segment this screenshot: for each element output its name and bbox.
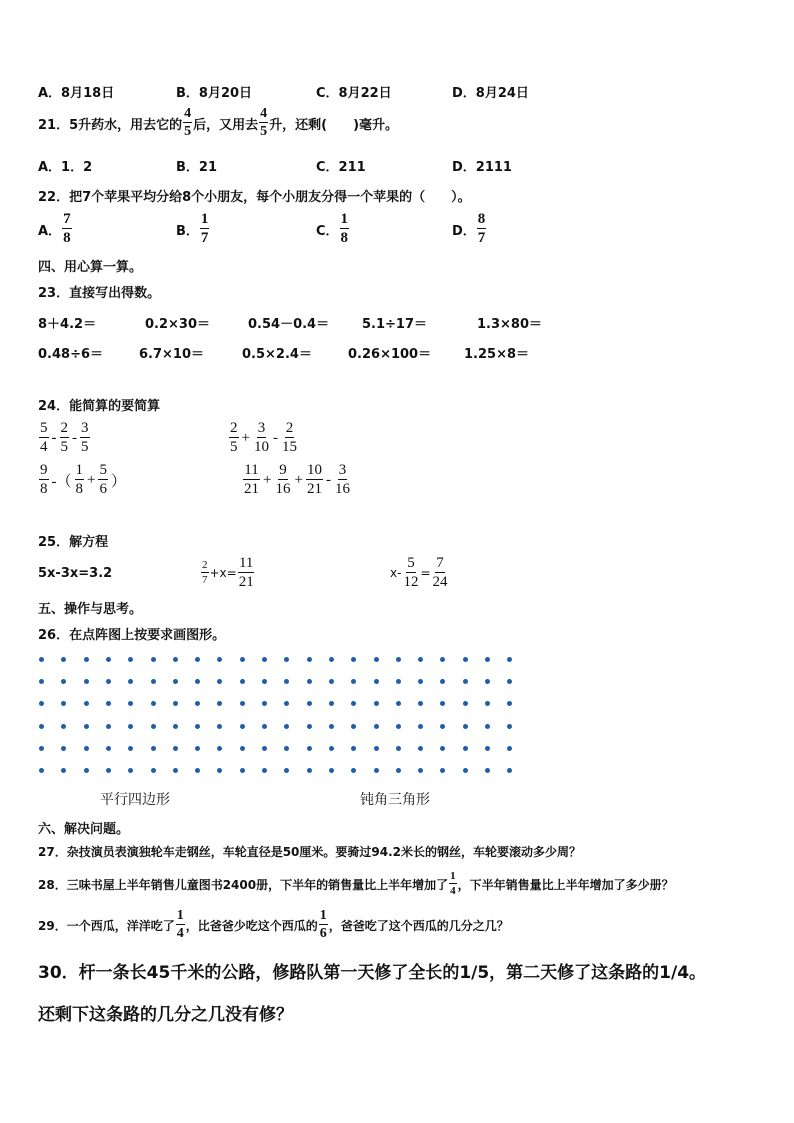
- q22-option-b: B． $\frac{1}{7}$: [176, 211, 209, 246]
- grid-dot: [262, 701, 267, 706]
- grid-dot: [262, 768, 267, 773]
- grid-dot: [329, 657, 334, 662]
- grid-dot: [307, 768, 312, 773]
- q21-option-c: C．211: [316, 160, 366, 175]
- fraction: $\frac{2}{7}$: [202, 559, 208, 586]
- grid-dot: [485, 746, 490, 751]
- grid-dot: [284, 746, 289, 751]
- grid-dot: [507, 768, 512, 773]
- fraction: $\frac{1}{4}$: [176, 908, 184, 941]
- fraction: $\frac{2}{5}$: [230, 420, 238, 455]
- grid-dot: [374, 768, 379, 773]
- section-heading-6: 六、解决问题。: [38, 822, 130, 837]
- fraction: $\frac{3}{5}$: [81, 420, 89, 455]
- fraction: $\frac{11}{21}$: [244, 462, 259, 497]
- q21-option-d: D．2111: [452, 160, 512, 175]
- fraction: $\frac{1}{6}$: [319, 908, 327, 941]
- q23-item: 0.54－0.4＝: [248, 317, 330, 332]
- fraction: $\frac{1}{7}$: [200, 211, 209, 246]
- grid-dot: [374, 657, 379, 662]
- grid-dot: [463, 679, 468, 684]
- grid-dot: [485, 768, 490, 773]
- grid-dot: [217, 746, 222, 751]
- fraction: $\frac{11}{21}$: [238, 555, 254, 590]
- grid-dot: [217, 657, 222, 662]
- grid-dot: [507, 657, 512, 662]
- grid-dot: [307, 701, 312, 706]
- grid-dot: [151, 679, 156, 684]
- grid-dot: [418, 701, 423, 706]
- grid-dot: [284, 679, 289, 684]
- q21-option-a: A．1．2: [38, 160, 93, 175]
- grid-dot: [374, 746, 379, 751]
- grid-dot: [329, 768, 334, 773]
- grid-dot: [485, 724, 490, 729]
- grid-dot: [240, 701, 245, 706]
- grid-dot: [307, 724, 312, 729]
- grid-dot: [240, 768, 245, 773]
- grid-dot: [284, 701, 289, 706]
- q21-prefix: 21．5升药水，用去它的: [38, 117, 183, 133]
- grid-dot: [351, 701, 356, 706]
- grid-dot: [151, 657, 156, 662]
- grid-dot: [84, 746, 89, 751]
- grid-dot: [240, 724, 245, 729]
- fraction: $\frac{7}{8}$: [63, 211, 71, 246]
- grid-dot: [463, 657, 468, 662]
- fraction: $\frac{5}{12}$: [403, 555, 419, 590]
- grid-dot: [284, 724, 289, 729]
- grid-dot: [106, 657, 111, 662]
- grid-dot: [128, 724, 133, 729]
- q23-item: 0.2×30＝: [145, 317, 211, 332]
- fraction: $\frac{1}{8}$: [75, 462, 83, 497]
- grid-dot: [418, 657, 423, 662]
- grid-dot: [262, 679, 267, 684]
- grid-dot: [418, 746, 423, 751]
- grid-dot: [396, 701, 401, 706]
- fraction: $\frac{2}{15}$: [281, 420, 297, 455]
- grid-dot: [329, 679, 334, 684]
- q24-expression-4: $\frac{11}{21}$ + $\frac{9}{16}$ + $\frac{10}{21}$ - $\frac{3}{16}$: [244, 462, 350, 497]
- grid-dot: [195, 701, 200, 706]
- grid-dot: [463, 724, 468, 729]
- grid-dot: [396, 657, 401, 662]
- grid-dot: [329, 746, 334, 751]
- grid-dot: [195, 679, 200, 684]
- grid-dot: [463, 701, 468, 706]
- grid-dot: [39, 701, 44, 706]
- fraction: $\frac{5}{4}$: [40, 420, 48, 455]
- grid-dot: [84, 701, 89, 706]
- grid-dot: [106, 701, 111, 706]
- grid-dot: [374, 724, 379, 729]
- grid-dot: [217, 724, 222, 729]
- q24-expression-3: $\frac{9}{8}$ -（ $\frac{1}{8}$ + $\frac{5}{6}$ ）: [40, 462, 126, 497]
- grid-dot: [463, 746, 468, 751]
- grid-dot: [351, 724, 356, 729]
- q25-equation-1: 5x-3x=3.2: [38, 566, 113, 581]
- grid-dot: [463, 768, 468, 773]
- q22-option-d: D． $\frac{8}{7}$: [452, 211, 486, 246]
- grid-dot: [151, 768, 156, 773]
- grid-dot: [440, 679, 445, 684]
- grid-dot: [374, 679, 379, 684]
- grid-dot: [173, 701, 178, 706]
- q23-item: 8＋4.2＝: [38, 317, 97, 332]
- q20-option-d: D．8月24日: [452, 86, 529, 101]
- grid-dot: [351, 768, 356, 773]
- grid-dot: [151, 724, 156, 729]
- label-obtuse-triangle: 钝角三角形: [360, 792, 430, 808]
- section-heading-5: 五、操作与思考。: [38, 602, 143, 617]
- fraction: $\frac{1}{4}$: [450, 870, 456, 897]
- grid-dot: [396, 768, 401, 773]
- fraction: $\frac{1}{8}$: [340, 211, 349, 246]
- q23-item: 1.3×80＝: [477, 317, 543, 332]
- grid-dot: [217, 768, 222, 773]
- grid-dot: [240, 746, 245, 751]
- grid-dot: [307, 679, 312, 684]
- grid-dot: [351, 746, 356, 751]
- grid-dot: [195, 724, 200, 729]
- grid-dot: [440, 724, 445, 729]
- grid-dot: [61, 746, 66, 751]
- grid-dot: [106, 679, 111, 684]
- grid-dot: [195, 746, 200, 751]
- q29-question: 29．一个西瓜，洋洋吃了 $\frac{1}{4}$ ，比爸爸少吃这个西瓜的 $\frac{1}{6}$ ，爸爸吃了这个西瓜的几分之几？: [38, 908, 509, 941]
- grid-dot: [307, 746, 312, 751]
- grid-dot: [39, 746, 44, 751]
- grid-dot: [329, 724, 334, 729]
- grid-dot: [418, 768, 423, 773]
- grid-dot: [195, 657, 200, 662]
- grid-dot: [240, 679, 245, 684]
- q23-title: 23．直接写出得数。: [38, 286, 161, 301]
- fraction: $\frac{9}{16}$: [275, 462, 291, 497]
- grid-dot: [173, 746, 178, 751]
- grid-dot: [485, 657, 490, 662]
- grid-dot: [329, 701, 334, 706]
- grid-dot: [440, 657, 445, 662]
- q23-item: 6.7×10＝: [139, 347, 205, 362]
- grid-dot: [440, 701, 445, 706]
- grid-dot: [240, 657, 245, 662]
- section-heading-4: 四、用心算一算。: [38, 260, 143, 275]
- fraction: $\frac{3}{16}$: [334, 462, 350, 497]
- grid-dot: [262, 746, 267, 751]
- fraction: $\frac{4}{5}$: [184, 106, 192, 139]
- grid-dot: [396, 746, 401, 751]
- grid-dot: [396, 724, 401, 729]
- grid-dot: [507, 746, 512, 751]
- q23-item: 0.26×100＝: [348, 347, 432, 362]
- q21-mid: 后，又用去: [193, 117, 259, 133]
- q22-option-a: A． $\frac{7}{8}$: [38, 211, 71, 246]
- grid-dot: [284, 657, 289, 662]
- grid-dot: [61, 768, 66, 773]
- grid-dot: [284, 768, 289, 773]
- grid-dot: [485, 701, 490, 706]
- q25-title: 25．解方程: [38, 535, 109, 550]
- fraction: $\frac{3}{10}$: [253, 420, 269, 455]
- grid-dot: [351, 679, 356, 684]
- grid-dot: [106, 746, 111, 751]
- grid-dot: [106, 768, 111, 773]
- q20-option-c: C．8月22日: [316, 86, 392, 101]
- grid-dot: [173, 657, 178, 662]
- grid-dot: [507, 679, 512, 684]
- q22-option-c: C． $\frac{1}{8}$: [316, 211, 349, 246]
- grid-dot: [84, 657, 89, 662]
- grid-dot: [151, 746, 156, 751]
- grid-dot: [374, 701, 379, 706]
- q30-line-1: 30．杆一条长45千米的公路，修路队第一天修了全长的1/5，第二天修了这条路的1/4。: [38, 963, 707, 983]
- grid-dot: [262, 724, 267, 729]
- grid-dot: [128, 768, 133, 773]
- fraction: $\frac{2}{5}$: [60, 420, 68, 455]
- fraction: $\frac{4}{5}$: [260, 106, 268, 139]
- q27-question: 27．杂技演员表演独轮车走钢丝，车轮直径是50厘米。要骑过94.2米长的钢丝，车轮要滚动多少周？: [38, 845, 582, 859]
- grid-dot: [307, 657, 312, 662]
- grid-dot: [128, 701, 133, 706]
- fraction: $\frac{5}{6}$: [99, 462, 107, 497]
- q21-option-b: B．21: [176, 160, 217, 175]
- grid-dot: [440, 746, 445, 751]
- q24-expression-2: $\frac{2}{5}$ + $\frac{3}{10}$ - $\frac{2}{15}$: [230, 420, 297, 455]
- fraction: $\frac{9}{8}$: [40, 462, 48, 497]
- grid-dot: [61, 724, 66, 729]
- fraction: $\frac{7}{24}$: [432, 555, 448, 590]
- grid-dot: [151, 701, 156, 706]
- label-parallelogram: 平行四边形: [100, 792, 170, 808]
- q25-equation-2: $\frac{2}{7}$ +x= $\frac{11}{21}$: [202, 555, 254, 590]
- q21-question: [38, 107, 398, 139]
- grid-dot: [396, 679, 401, 684]
- grid-dot: [507, 701, 512, 706]
- q23-item: 5.1÷17＝: [362, 317, 428, 332]
- grid-dot: [61, 679, 66, 684]
- q23-item: 1.25×8＝: [464, 347, 530, 362]
- q24-title: 24．能简算的要简算: [38, 399, 161, 414]
- q23-item: 0.48÷6＝: [38, 347, 104, 362]
- q21-suffix: 升，还剩( )毫升。: [269, 117, 399, 133]
- grid-dot: [128, 657, 133, 662]
- q30-line-2: 还剩下这条路的几分之几没有修？: [38, 1005, 293, 1025]
- grid-dot: [262, 657, 267, 662]
- q26-title: 26．在点阵图上按要求画图形。: [38, 628, 226, 643]
- grid-dot: [128, 679, 133, 684]
- grid-dot: [217, 701, 222, 706]
- q22-question: 22．把7个苹果平均分给8个小朋友，每个小朋友分得一个苹果的（ ）。: [38, 190, 471, 205]
- grid-dot: [418, 679, 423, 684]
- q20-option-b: B．8月20日: [176, 86, 253, 101]
- grid-dot: [173, 724, 178, 729]
- grid-dot: [61, 701, 66, 706]
- grid-dot: [507, 724, 512, 729]
- q20-option-a: A．8月18日: [38, 86, 115, 101]
- q28-question: 28．三味书屋上半年销售儿童图书2400册，下半年的销售量比上半年增加了 $\frac{1}{4}$ ，下半年销售量比上半年增加了多少册？: [38, 870, 674, 897]
- grid-dot: [418, 724, 423, 729]
- grid-dot: [217, 679, 222, 684]
- fraction: $\frac{8}{7}$: [477, 211, 486, 246]
- grid-dot: [195, 768, 200, 773]
- fraction: $\frac{10}{21}$: [306, 462, 322, 497]
- grid-dot: [84, 724, 89, 729]
- grid-dot: [61, 657, 66, 662]
- grid-dot: [84, 768, 89, 773]
- grid-dot: [39, 657, 44, 662]
- q25-equation-3: x- $\frac{5}{12}$ = $\frac{7}{24}$: [390, 555, 448, 590]
- grid-dot: [173, 679, 178, 684]
- grid-dot: [84, 679, 89, 684]
- grid-dot: [39, 679, 44, 684]
- grid-dot: [39, 724, 44, 729]
- grid-dot: [485, 679, 490, 684]
- q24-expression-1: $\frac{5}{4}$ - $\frac{2}{5}$ - $\frac{3}{5}$: [40, 420, 89, 455]
- q23-item: 0.5×2.4＝: [242, 347, 312, 362]
- grid-dot: [39, 768, 44, 773]
- grid-dot: [351, 657, 356, 662]
- grid-dot: [128, 746, 133, 751]
- grid-dot: [173, 768, 178, 773]
- grid-dot: [106, 724, 111, 729]
- grid-dot: [440, 768, 445, 773]
